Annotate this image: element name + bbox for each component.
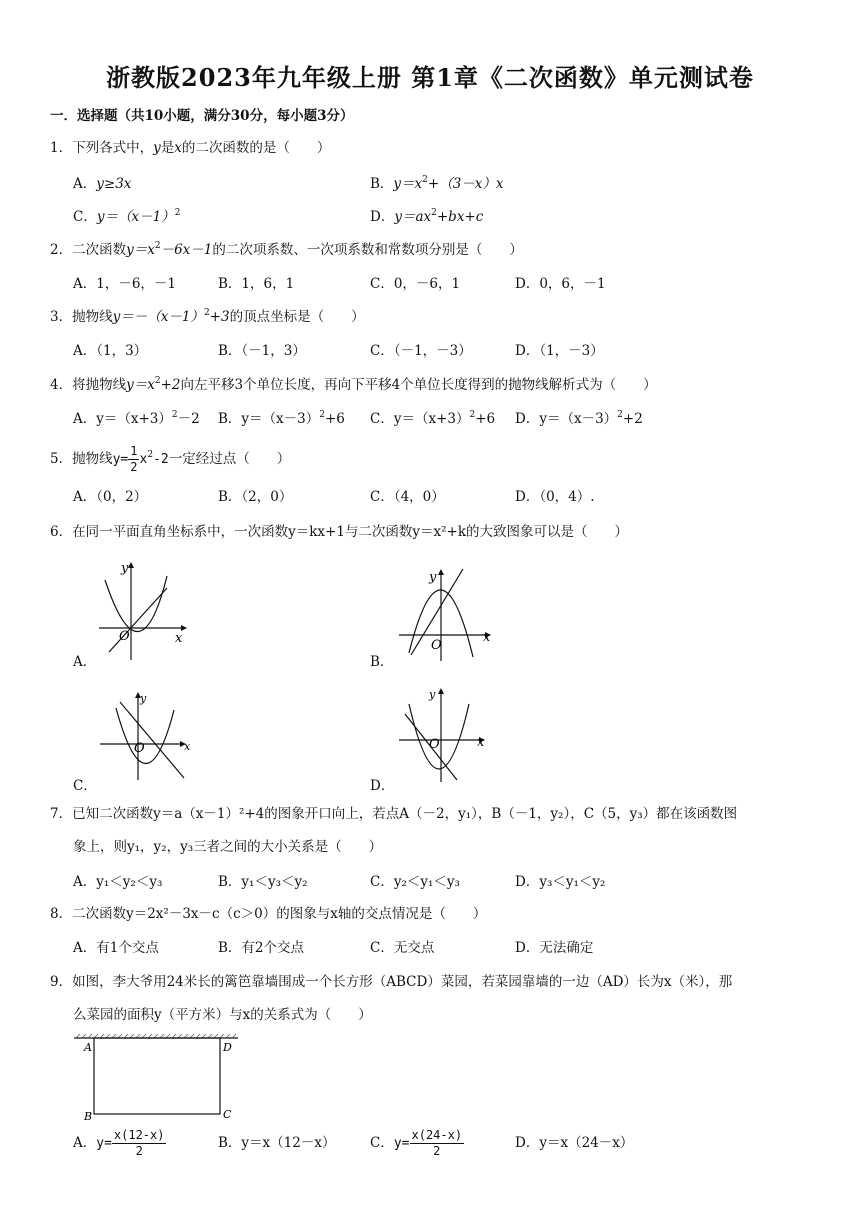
page-title: 浙教版2023年九年级上册 第1章《二次函数》单元测试卷 [106, 63, 754, 92]
question-2-option-d[interactable]: D．0，6，－1 [515, 276, 606, 292]
question-8-option-b[interactable]: B．有2个交点 [218, 940, 305, 956]
question-4-option-d[interactable]: D．$y=(x-3)^2+2$ [515, 410, 643, 427]
vertex-label-a: A [84, 1041, 92, 1054]
question-9-option-b[interactable]: B．y＝x（12－x） [218, 1135, 336, 1151]
graph-option-b[interactable] [395, 565, 500, 665]
graph-option-d[interactable] [395, 684, 500, 784]
question-2-option-a[interactable]: A．1，－6，－1 [73, 276, 177, 292]
question-9-option-c[interactable]: C．y= $\frac{x(24-x)}{2}$ [370, 1128, 463, 1158]
question-8-option-a[interactable]: A．有1个交点 [73, 940, 159, 956]
axis-label-y: y [140, 692, 147, 705]
question-9-option-d[interactable]: D．y＝x（24－x） [515, 1135, 634, 1151]
origin-label: O [134, 741, 145, 756]
question-4-option-b[interactable]: B．$y=(x-3)^2+6$ [218, 410, 345, 427]
question-6-option-b[interactable]: B． [370, 654, 394, 670]
axis-label-x: x [175, 631, 183, 646]
garden-rectangle-figure [72, 1034, 247, 1124]
fraction-one-half: $\frac{1}{2}$ [130, 444, 138, 474]
question-1-option-a[interactable]: A．y≥3x [73, 176, 132, 192]
question-7-stem-line-2: 象上，则y₁，y₂，y₃三者之间的大小关系是（ ） [73, 839, 383, 855]
question-1-option-c[interactable]: C．$y=(x-1)^2$ [73, 208, 181, 225]
question-8-option-d[interactable]: D．无法确定 [515, 940, 594, 956]
origin-label: O [429, 737, 440, 752]
axis-label-y: y [121, 561, 129, 576]
question-5-option-b[interactable]: B．（2，0） [218, 489, 293, 505]
question-9-stem-line-2: 么菜园的面积y（平方米）与x的关系式为（ ） [73, 1007, 372, 1023]
question-4-option-c[interactable]: C．$y=(x+3)^2+6$ [370, 410, 496, 427]
question-1-option-d[interactable]: D．$y=ax^2+bx+c$ [370, 208, 484, 225]
question-6-option-c[interactable]: C． [73, 778, 97, 794]
question-4-stem: 4．将抛物线$y=x^2+2$向左平移3个单位长度，再向下平移4个单位长度得到的抛物线解析式为（ ） [50, 376, 657, 393]
question-8-stem: 8．二次函数y＝2x²－3x－c（c＞0）的图象与x轴的交点情况是（ ） [50, 906, 487, 922]
question-8-option-c[interactable]: C．无交点 [370, 940, 435, 956]
axis-label-y: y [429, 688, 436, 701]
question-4-option-a[interactable]: A．$y=(x+3)^2-2$ [73, 410, 200, 427]
graph-option-a[interactable] [95, 560, 195, 665]
question-3-option-d[interactable]: D．（1，－3） [515, 343, 604, 359]
question-3-option-a[interactable]: A．（1，3） [73, 343, 148, 359]
question-5-stem: 5．抛物线y= $\frac{1}{2}$ $x^2-2$一定经过点（ ） [50, 444, 291, 474]
axis-label-x: x [184, 740, 191, 753]
vertex-label-b: B [84, 1110, 93, 1123]
question-6-option-a[interactable]: A． [73, 654, 97, 670]
question-9-stem-line-1: 9．如图，李大爷用24米长的篱笆靠墙围成一个长方形（ABCD）菜园，若菜园靠墙的一边（AD）长为x（米），那 [50, 974, 733, 990]
question-5-option-d[interactable]: D．（0，4）. [515, 489, 595, 505]
question-5-option-a[interactable]: A．（0，2） [73, 489, 148, 505]
axis-label-x: x [483, 630, 491, 645]
question-6-option-d[interactable]: D． [370, 778, 395, 794]
question-7-option-a[interactable]: A．y₁＜y₂＜y₃ [73, 874, 163, 890]
section-heading: 一．选择题（共10小题，满分30分，每小题3分） [50, 108, 354, 124]
question-2-option-c[interactable]: C．0，－6，1 [370, 276, 461, 292]
graph-option-c[interactable] [98, 688, 198, 783]
axis-label-y: y [429, 570, 437, 585]
question-1-option-b[interactable]: B．$y=x^2+(3-x)x$ [370, 175, 504, 192]
question-7-option-d[interactable]: D．y₃＜y₁＜y₂ [515, 874, 606, 890]
question-7-stem-line-1: 7．已知二次函数y＝a（x－1）²+4的图象开口向上，若点A（－2，y₁），B（－1，y₂），C（5，y₃）都在该函数图 [50, 806, 738, 822]
question-3-stem: 3．抛物线$y=-(x-1)^2+3$的顶点坐标是（ ） [50, 308, 365, 325]
question-9-option-a[interactable]: A．y= $\frac{x(12-x)}{2}$ [73, 1128, 165, 1158]
question-6-stem: 6．在同一平面直角坐标系中，一次函数y＝kx+1与二次函数y＝x²+k的大致图象可以是（ ） [50, 524, 629, 540]
question-7-option-c[interactable]: C．y₂＜y₁＜y₃ [370, 874, 460, 890]
question-1-stem: 1．下列各式中，y是x的二次函数的是（ ） [50, 140, 331, 156]
question-2-option-b[interactable]: B．1，6，1 [218, 276, 295, 292]
question-5-option-c[interactable]: C．（4，0） [370, 489, 445, 505]
origin-label: O [119, 629, 130, 644]
axis-label-x: x [477, 735, 485, 750]
vertex-label-d: D [223, 1041, 232, 1054]
origin-label: O [431, 638, 442, 653]
question-3-option-b[interactable]: B．（－1，3） [218, 343, 306, 359]
question-3-option-c[interactable]: C．（－1，－3） [370, 343, 472, 359]
question-7-option-b[interactable]: B．y₁＜y₃＜y₂ [218, 874, 308, 890]
vertex-label-c: C [223, 1108, 232, 1121]
question-2-stem: 2．二次函数$y=x^2-6x-1$的二次项系数、一次项系数和常数项分别是（ ） [50, 241, 523, 258]
